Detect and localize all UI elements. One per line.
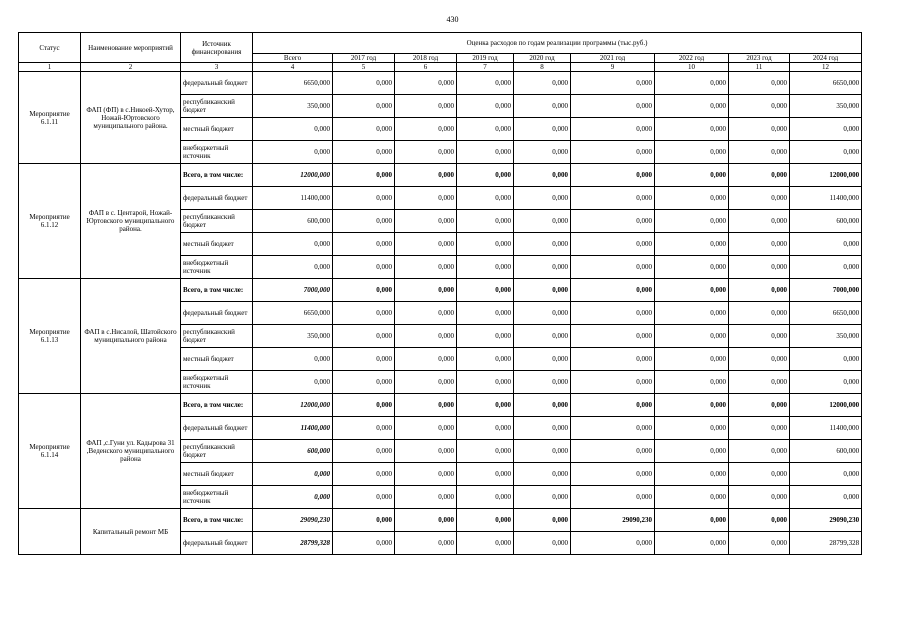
total-value-cell: 350,000	[253, 95, 333, 118]
status-cell: Мероприятие 6.1.12	[19, 164, 81, 279]
year-value-cell: 0,000	[571, 187, 655, 210]
header-year: 2018 год	[395, 54, 457, 63]
year-value-cell: 0,000	[457, 95, 514, 118]
year-value-cell: 0,000	[729, 302, 790, 325]
year-value-cell: 0,000	[571, 279, 655, 302]
year-value-cell: 0,000	[457, 532, 514, 555]
year-value-cell: 0,000	[333, 187, 395, 210]
year-value-cell: 0,000	[395, 95, 457, 118]
header-year: 2019 год	[457, 54, 514, 63]
column-number: 3	[181, 63, 253, 72]
year-value-cell: 0,000	[655, 348, 729, 371]
column-number: 8	[514, 63, 571, 72]
year-value-cell: 0,000	[395, 394, 457, 417]
year-value-cell: 0,000	[729, 118, 790, 141]
year-value-cell: 600,000	[790, 440, 862, 463]
funding-source-cell: федеральный бюджет	[181, 187, 253, 210]
column-number: 11	[729, 63, 790, 72]
year-value-cell: 0,000	[571, 532, 655, 555]
year-value-cell: 0,000	[571, 302, 655, 325]
year-value-cell: 0,000	[790, 486, 862, 509]
year-value-cell: 0,000	[655, 279, 729, 302]
year-value-cell: 0,000	[514, 348, 571, 371]
year-value-cell: 0,000	[729, 371, 790, 394]
year-value-cell: 0,000	[395, 233, 457, 256]
funding-source-cell: Всего, в том числе:	[181, 164, 253, 187]
event-name-cell: ФАП (ФП) в с.Никоей-Хутор, Ножай-Юртовского муниципального района.	[81, 72, 181, 164]
year-value-cell: 0,000	[395, 302, 457, 325]
funding-source-cell: местный бюджет	[181, 463, 253, 486]
year-value-cell: 0,000	[790, 118, 862, 141]
year-value-cell: 0,000	[457, 187, 514, 210]
header-name: Наименование мероприятий	[81, 33, 181, 63]
total-value-cell: 0,000	[253, 118, 333, 141]
year-value-cell: 0,000	[571, 486, 655, 509]
year-value-cell: 0,000	[571, 118, 655, 141]
year-value-cell: 0,000	[514, 417, 571, 440]
year-value-cell: 0,000	[395, 256, 457, 279]
total-value-cell: 0,000	[253, 371, 333, 394]
year-value-cell: 0,000	[571, 95, 655, 118]
year-value-cell: 0,000	[729, 325, 790, 348]
year-value-cell: 0,000	[729, 279, 790, 302]
total-value-cell: 0,000	[253, 348, 333, 371]
year-value-cell: 0,000	[457, 72, 514, 95]
year-value-cell: 350,000	[790, 325, 862, 348]
table-row	[19, 72, 862, 95]
year-value-cell: 0,000	[514, 486, 571, 509]
funding-source-cell: Всего, в том числе:	[181, 279, 253, 302]
year-value-cell: 0,000	[655, 95, 729, 118]
year-value-cell: 0,000	[729, 233, 790, 256]
year-value-cell: 0,000	[395, 463, 457, 486]
year-value-cell: 0,000	[333, 233, 395, 256]
year-value-cell: 0,000	[655, 394, 729, 417]
year-value-cell: 0,000	[655, 118, 729, 141]
column-number: 10	[655, 63, 729, 72]
year-value-cell: 0,000	[571, 394, 655, 417]
year-value-cell: 0,000	[790, 348, 862, 371]
funding-source-cell: местный бюджет	[181, 118, 253, 141]
total-value-cell: 6650,000	[253, 72, 333, 95]
year-value-cell: 0,000	[571, 256, 655, 279]
funding-source-cell: федеральный бюджет	[181, 72, 253, 95]
year-value-cell: 0,000	[790, 256, 862, 279]
year-value-cell: 0,000	[395, 279, 457, 302]
year-value-cell: 0,000	[571, 325, 655, 348]
year-value-cell: 0,000	[571, 210, 655, 233]
funding-source-cell: республиканский бюджет	[181, 95, 253, 118]
year-value-cell: 0,000	[395, 210, 457, 233]
header-source: Источник финансирования	[181, 33, 253, 63]
header-estimate: Оценка расходов по годам реализации программы (тыс.руб.)	[253, 33, 862, 54]
year-value-cell: 0,000	[729, 256, 790, 279]
year-value-cell: 0,000	[395, 348, 457, 371]
year-value-cell: 0,000	[457, 164, 514, 187]
total-value-cell: 600,000	[253, 210, 333, 233]
total-value-cell: 0,000	[253, 233, 333, 256]
year-value-cell: 0,000	[729, 532, 790, 555]
year-value-cell: 0,000	[395, 164, 457, 187]
year-value-cell: 0,000	[333, 371, 395, 394]
year-value-cell: 0,000	[333, 348, 395, 371]
event-name-cell: ФАП ,с.Гуни ул. Кадырова 31 ,Веденского муниципального района	[81, 394, 181, 509]
year-value-cell: 0,000	[655, 486, 729, 509]
year-value-cell: 0,000	[729, 509, 790, 532]
year-value-cell: 0,000	[333, 486, 395, 509]
year-value-cell: 0,000	[395, 118, 457, 141]
year-value-cell: 7000,000	[790, 279, 862, 302]
year-value-cell: 0,000	[729, 72, 790, 95]
year-value-cell: 0,000	[729, 440, 790, 463]
status-cell	[19, 509, 81, 555]
year-value-cell: 0,000	[395, 141, 457, 164]
year-value-cell: 0,000	[457, 509, 514, 532]
year-value-cell: 0,000	[655, 302, 729, 325]
year-value-cell: 0,000	[333, 72, 395, 95]
column-number: 1	[19, 63, 81, 72]
year-value-cell: 0,000	[395, 509, 457, 532]
header-year: 2023 год	[729, 54, 790, 63]
total-value-cell: 600,000	[253, 440, 333, 463]
year-value-cell: 29090,230	[571, 509, 655, 532]
total-row	[19, 164, 862, 187]
year-value-cell: 0,000	[729, 417, 790, 440]
year-value-cell: 0,000	[395, 417, 457, 440]
year-value-cell: 11400,000	[790, 417, 862, 440]
funding-source-cell: внебюджетный источник	[181, 141, 253, 164]
funding-source-cell: республиканский бюджет	[181, 440, 253, 463]
year-value-cell: 0,000	[514, 187, 571, 210]
year-value-cell: 0,000	[514, 210, 571, 233]
status-cell: Мероприятие 6.1.11	[19, 72, 81, 164]
funding-source-cell: внебюджетный источник	[181, 256, 253, 279]
year-value-cell: 0,000	[457, 463, 514, 486]
year-value-cell: 0,000	[571, 440, 655, 463]
year-value-cell: 0,000	[395, 486, 457, 509]
total-value-cell: 28799,328	[253, 532, 333, 555]
column-number: 5	[333, 63, 395, 72]
year-value-cell: 0,000	[790, 463, 862, 486]
year-value-cell: 0,000	[457, 210, 514, 233]
year-value-cell: 0,000	[729, 164, 790, 187]
year-value-cell: 0,000	[729, 95, 790, 118]
year-value-cell: 6650,000	[790, 72, 862, 95]
year-value-cell: 12000,000	[790, 394, 862, 417]
year-value-cell: 0,000	[457, 279, 514, 302]
year-value-cell: 0,000	[790, 233, 862, 256]
year-value-cell: 0,000	[333, 440, 395, 463]
year-value-cell: 0,000	[457, 486, 514, 509]
total-value-cell: 0,000	[253, 141, 333, 164]
year-value-cell: 0,000	[395, 325, 457, 348]
year-value-cell: 600,000	[790, 210, 862, 233]
funding-source-cell: республиканский бюджет	[181, 210, 253, 233]
year-value-cell: 0,000	[333, 141, 395, 164]
year-value-cell: 0,000	[457, 302, 514, 325]
year-value-cell: 0,000	[655, 440, 729, 463]
year-value-cell: 0,000	[333, 532, 395, 555]
year-value-cell: 0,000	[514, 463, 571, 486]
funding-source-cell: Всего, в том числе:	[181, 509, 253, 532]
total-value-cell: 0,000	[253, 463, 333, 486]
year-value-cell: 0,000	[571, 417, 655, 440]
year-value-cell: 0,000	[333, 164, 395, 187]
year-value-cell: 0,000	[514, 164, 571, 187]
year-value-cell: 0,000	[333, 118, 395, 141]
year-value-cell: 0,000	[655, 325, 729, 348]
year-value-cell: 0,000	[514, 302, 571, 325]
status-cell: Мероприятие 6.1.14	[19, 394, 81, 509]
total-value-cell: 350,000	[253, 325, 333, 348]
total-value-cell: 11400,000	[253, 187, 333, 210]
funding-source-cell: внебюджетный источник	[181, 371, 253, 394]
total-row	[19, 279, 862, 302]
year-value-cell: 0,000	[457, 325, 514, 348]
year-value-cell: 0,000	[514, 394, 571, 417]
year-value-cell: 0,000	[571, 371, 655, 394]
column-number: 12	[790, 63, 862, 72]
total-row	[19, 394, 862, 417]
total-value-cell: 11400,000	[253, 417, 333, 440]
year-value-cell: 0,000	[333, 417, 395, 440]
year-value-cell: 0,000	[655, 233, 729, 256]
header-status: Статус	[19, 33, 81, 63]
year-value-cell: 0,000	[457, 394, 514, 417]
year-value-cell: 0,000	[514, 118, 571, 141]
year-value-cell: 0,000	[571, 72, 655, 95]
year-value-cell: 0,000	[729, 394, 790, 417]
header-year: 2024 год	[790, 54, 862, 63]
funding-source-cell: федеральный бюджет	[181, 532, 253, 555]
year-value-cell: 12000,000	[790, 164, 862, 187]
total-value-cell: 0,000	[253, 486, 333, 509]
year-value-cell: 0,000	[457, 348, 514, 371]
year-value-cell: 0,000	[514, 371, 571, 394]
header-year: 2021 год	[571, 54, 655, 63]
year-value-cell: 0,000	[514, 440, 571, 463]
year-value-cell: 0,000	[333, 325, 395, 348]
year-value-cell: 28799,328	[790, 532, 862, 555]
year-value-cell: 0,000	[655, 141, 729, 164]
total-row	[19, 509, 862, 532]
year-value-cell: 0,000	[729, 463, 790, 486]
header-year: 2022 год	[655, 54, 729, 63]
year-value-cell: 0,000	[333, 394, 395, 417]
year-value-cell: 0,000	[333, 210, 395, 233]
total-value-cell: 7000,000	[253, 279, 333, 302]
year-value-cell: 0,000	[729, 141, 790, 164]
year-value-cell: 0,000	[514, 532, 571, 555]
event-name-cell: Капитальный ремонт МБ	[81, 509, 181, 555]
year-value-cell: 0,000	[655, 164, 729, 187]
column-number: 7	[457, 63, 514, 72]
column-number: 6	[395, 63, 457, 72]
year-value-cell: 0,000	[457, 233, 514, 256]
header-total: Всего	[253, 54, 333, 63]
year-value-cell: 0,000	[571, 348, 655, 371]
year-value-cell: 0,000	[571, 233, 655, 256]
year-value-cell: 0,000	[729, 486, 790, 509]
year-value-cell: 0,000	[514, 233, 571, 256]
header-year: 2020 год	[514, 54, 571, 63]
status-cell: Мероприятие 6.1.13	[19, 279, 81, 394]
year-value-cell: 0,000	[729, 348, 790, 371]
year-value-cell: 0,000	[514, 279, 571, 302]
total-value-cell: 0,000	[253, 256, 333, 279]
year-value-cell: 0,000	[514, 509, 571, 532]
budget-table	[18, 32, 862, 555]
year-value-cell: 0,000	[514, 72, 571, 95]
year-value-cell: 0,000	[395, 371, 457, 394]
year-value-cell: 0,000	[457, 256, 514, 279]
year-value-cell: 0,000	[655, 371, 729, 394]
year-value-cell: 0,000	[571, 463, 655, 486]
year-value-cell: 0,000	[395, 440, 457, 463]
column-number: 4	[253, 63, 333, 72]
year-value-cell: 0,000	[514, 256, 571, 279]
funding-source-cell: внебюджетный источник	[181, 486, 253, 509]
year-value-cell: 0,000	[457, 141, 514, 164]
year-value-cell: 0,000	[333, 509, 395, 532]
funding-source-cell: местный бюджет	[181, 348, 253, 371]
year-value-cell: 0,000	[457, 440, 514, 463]
funding-source-cell: федеральный бюджет	[181, 302, 253, 325]
year-value-cell: 0,000	[457, 118, 514, 141]
event-name-cell: ФАП в с.Нисалой, Шатойского муниципального района	[81, 279, 181, 394]
year-value-cell: 29090,230	[790, 509, 862, 532]
year-value-cell: 0,000	[729, 187, 790, 210]
header-year: 2017 год	[333, 54, 395, 63]
year-value-cell: 0,000	[395, 72, 457, 95]
year-value-cell: 0,000	[571, 164, 655, 187]
year-value-cell: 0,000	[514, 141, 571, 164]
year-value-cell: 0,000	[571, 141, 655, 164]
total-value-cell: 6650,000	[253, 302, 333, 325]
year-value-cell: 0,000	[655, 256, 729, 279]
year-value-cell: 0,000	[514, 95, 571, 118]
total-value-cell: 12000,000	[253, 394, 333, 417]
year-value-cell: 0,000	[457, 371, 514, 394]
total-value-cell: 29090,230	[253, 509, 333, 532]
event-name-cell: ФАП в с. Центарой, Ножай-Юртовского муниципального района.	[81, 164, 181, 279]
year-value-cell: 0,000	[333, 302, 395, 325]
year-value-cell: 0,000	[333, 256, 395, 279]
year-value-cell: 0,000	[395, 187, 457, 210]
year-value-cell: 0,000	[655, 509, 729, 532]
year-value-cell: 0,000	[655, 187, 729, 210]
year-value-cell: 0,000	[655, 532, 729, 555]
page-number: 430	[446, 15, 459, 24]
year-value-cell: 0,000	[333, 279, 395, 302]
year-value-cell: 0,000	[655, 210, 729, 233]
year-value-cell: 0,000	[790, 141, 862, 164]
column-number: 2	[81, 63, 181, 72]
year-value-cell: 0,000	[790, 371, 862, 394]
funding-source-cell: местный бюджет	[181, 233, 253, 256]
funding-source-cell: республиканский бюджет	[181, 325, 253, 348]
year-value-cell: 350,000	[790, 95, 862, 118]
year-value-cell: 0,000	[333, 463, 395, 486]
year-value-cell: 0,000	[457, 417, 514, 440]
year-value-cell: 11400,000	[790, 187, 862, 210]
year-value-cell: 0,000	[333, 95, 395, 118]
year-value-cell: 0,000	[655, 463, 729, 486]
year-value-cell: 0,000	[514, 325, 571, 348]
column-number: 9	[571, 63, 655, 72]
year-value-cell: 0,000	[729, 210, 790, 233]
total-value-cell: 12000,000	[253, 164, 333, 187]
funding-source-cell: федеральный бюджет	[181, 417, 253, 440]
funding-source-cell: Всего, в том числе:	[181, 394, 253, 417]
year-value-cell: 0,000	[655, 417, 729, 440]
year-value-cell: 6650,000	[790, 302, 862, 325]
year-value-cell: 0,000	[655, 72, 729, 95]
year-value-cell: 0,000	[395, 532, 457, 555]
